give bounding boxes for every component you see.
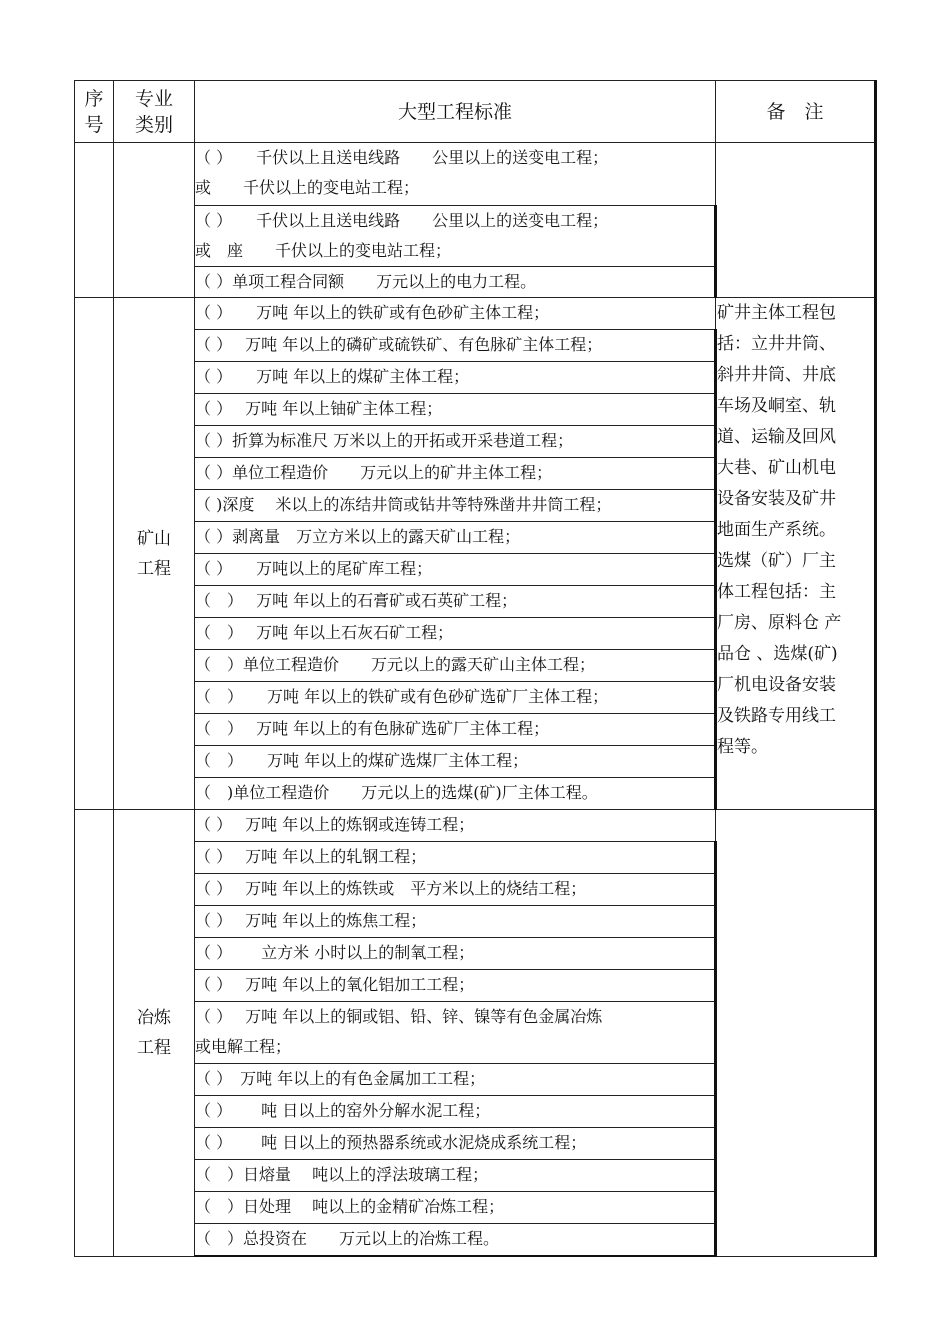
remark-line: 斜井井筒、井底 [717, 365, 836, 385]
standard-item: （ ） 万吨 年以上的铁矿或有色砂矿选矿厂主体工程； [195, 682, 716, 714]
standard-item: （ ） 千伏以上且送电线路 公里以上的送变电工程； 或 千伏以上的变电站工程； [195, 143, 716, 206]
standard-item: （ ） 万吨 年以上的轧钢工程； [195, 842, 716, 874]
section-remark [716, 298, 876, 810]
section-number-cell [75, 298, 114, 810]
section-remark [716, 143, 876, 298]
standard-item: （ ） 万吨 年以上的铁矿或有色砂矿主体工程； [195, 298, 716, 330]
remark-line: 体工程包括：主 [717, 582, 836, 602]
standard-item: （ ） 万吨以上的尾矿库工程； [195, 554, 716, 586]
standard-item: （ ） 万吨 年以上铀矿主体工程； [195, 394, 716, 426]
section-number-cell [75, 810, 114, 1257]
header-standard: 大型工程标准 [195, 81, 716, 143]
table-row [75, 298, 876, 330]
standard-item: （ ）日处理 吨以上的金精矿冶炼工程； [195, 1192, 716, 1224]
standard-item: （ ） 万吨 年以上的铜或铝、铅、锌、镍等有色金属冶炼 或电解工程； [195, 1002, 716, 1064]
remark-line: 选煤（矿）厂主 [717, 551, 836, 571]
section-category [114, 143, 195, 298]
standard-item: （ ） 万吨 年以上的煤矿选煤厂主体工程； [195, 746, 716, 778]
remark-line: 矿井主体工程包 [717, 303, 836, 323]
remark-line: 大巷、矿山机电 [717, 458, 836, 478]
section-category: 矿山 工程 [114, 298, 195, 810]
remark-line: 道、运输及回风 [717, 427, 836, 447]
remark-line: 厂机电设备安装 [717, 675, 836, 695]
table-row [75, 143, 876, 206]
standard-item: （ ） 万吨 年以上的煤矿主体工程； [195, 362, 716, 394]
table-row [75, 810, 876, 842]
standards-table [74, 80, 877, 1257]
remark-line: 地面生产系统。 [717, 520, 836, 540]
standard-item: （ ） 万吨 年以上的有色金属加工工程； [195, 1064, 716, 1096]
header-row [75, 81, 876, 143]
remark-line: 车场及峒室、轨 [717, 396, 836, 416]
section-remark [716, 810, 876, 1257]
standard-item: （ ）单位工程造价 万元以上的露天矿山主体工程； [195, 650, 716, 682]
section-category: 冶炼 工程 [114, 810, 195, 1257]
standard-item: （ ） 万吨 年以上的氧化铝加工工程； [195, 970, 716, 1002]
standard-item: （ ） 万吨 年以上的炼钢或连铸工程； [195, 810, 716, 842]
standard-item: （ ） 万吨 年以上的炼铁或 平方米以上的烧结工程； [195, 874, 716, 906]
header-remark: 备 注 [716, 81, 876, 143]
standard-item: （ ） 千伏以上且送电线路 公里以上的送变电工程； 或 座 千伏以上的变电站工程； [195, 206, 716, 267]
standard-item: （ ） 万吨 年以上石灰石矿工程； [195, 618, 716, 650]
header-category: 专业类别 [114, 81, 195, 143]
section-number-cell [75, 143, 114, 298]
remark-line: 设备安装及矿井 [717, 489, 836, 509]
header-no: 序号 [75, 81, 114, 143]
remark-line: 括：立井井筒、 [717, 334, 836, 354]
standard-item: （ ）日熔量 吨以上的浮法玻璃工程； [195, 1160, 716, 1192]
standard-item: （ ）总投资在 万元以上的冶炼工程。 [195, 1224, 716, 1257]
standard-item: （ ） 万吨 年以上的磷矿或硫铁矿、有色脉矿主体工程； [195, 330, 716, 362]
standard-item: （ ）折算为标准尺 万米以上的开拓或开采巷道工程； [195, 426, 716, 458]
standard-item: （ ）单位工程造价 万元以上的矿井主体工程； [195, 458, 716, 490]
standard-item: （ ） 吨 日以上的窑外分解水泥工程； [195, 1096, 716, 1128]
remark-line: 程等。 [717, 737, 768, 757]
remark-line: 厂房、原料仓 产 [717, 613, 842, 633]
remark-line: 及铁路专用线工 [717, 706, 836, 726]
standard-item: （ ） 立方米 小时以上的制氧工程； [195, 938, 716, 970]
standard-item: （ ） 万吨 年以上的炼焦工程； [195, 906, 716, 938]
standard-item: （ )深度 米以上的冻结井筒或钻井等特殊凿井井筒工程； [195, 490, 716, 522]
standard-item: （ ） 万吨 年以上的有色脉矿选矿厂主体工程； [195, 714, 716, 746]
remark-line: 品仓 、选煤(矿) [717, 644, 838, 664]
standard-item: （ ）单项工程合同额 万元以上的电力工程。 [195, 267, 716, 298]
standard-item: （ ） 万吨 年以上的石膏矿或石英矿工程； [195, 586, 716, 618]
standard-item: （ ）剥离量 万立方米以上的露天矿山工程； [195, 522, 716, 554]
standard-item: （ )单位工程造价 万元以上的选煤(矿)厂主体工程。 [195, 778, 716, 810]
standard-item: （ ） 吨 日以上的预热器系统或水泥烧成系统工程； [195, 1128, 716, 1160]
table-body [75, 143, 876, 1257]
